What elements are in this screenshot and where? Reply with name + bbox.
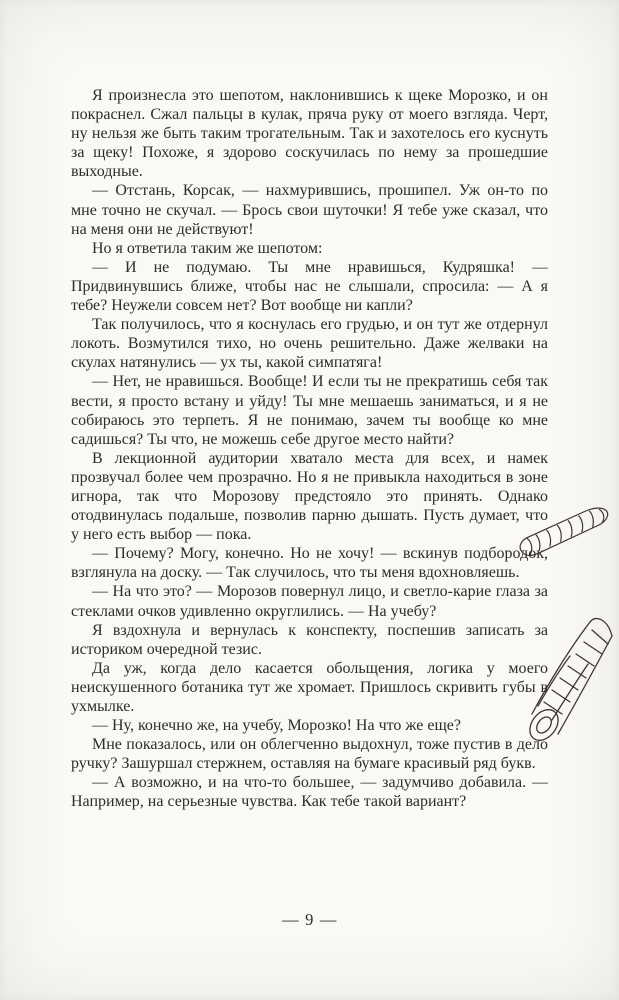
page-footer <box>0 910 619 930</box>
footer-left-dash: — <box>282 910 300 929</box>
paragraph: Да уж, когда дело касается обольщения, логика у моего неискушенного ботаника тут же хромает. Пришлось скривить губы в ухмылке. <box>71 659 548 715</box>
paragraph: Я произнесла это шепотом, наклонившись к щеке Морозко, и он покраснел. Сжал пальцы в кулак, пряча руку от моего взгляда. Черт, ну нельзя же быть таким трогательным. Так и захотелось его куснуть за щеку! Похоже, я здорово соскучилась по нему за прошедшие выходные. <box>71 87 548 181</box>
paragraph: — Ну, конечно же, на учебу, Морозко! На что же еще? <box>92 717 461 735</box>
footer-right-dash: — <box>319 910 337 929</box>
paragraph: — И не подумаю. Ты мне нравишься, Кудряшка! — Придвинувшись ближе, чтобы нас не слышали, спросила: — А я тебе? Неужели совсем нет? Вот вообще ни капли? <box>71 258 548 315</box>
paragraph: Я вздохнула и вернулась к конспекту, поспешив записать за историком очередной тезис. <box>71 621 548 658</box>
page-number: 9 <box>305 910 314 929</box>
paragraph: — Отстань, Корсак, — нахмурившись, прошипел. Уж он-то по мне точно не скучал. — Брось свои шуточки! Я тебе уже сказал, что на меня они не действуют! <box>71 182 548 238</box>
paragraph: Так получилось, что я коснулась его грудью, и он тут же отдернул локоть. Возмутился тихо, но очень решительно. Даже желваки на скулах натянулись — ух ты, какой симпатяга! <box>71 316 548 372</box>
paragraph: Но я ответила таким же шепотом: <box>92 239 323 257</box>
paragraph: В лекционной аудитории хватало места для всех, и намек прозвучал более чем прозрачно. Но я не привыкла находиться в зоне игнора, так что Морозову предстояло это принять. Однако отодвинулась подальше, позволив парню дышать. Пусть думает, что у него есть выбор — пока. <box>71 449 548 544</box>
paragraph: — Почему? Могу, конечно. Но не хочу! — вскинув подбородок, взглянула на доску. — Так случилось, что ты меня вдохновляешь. <box>71 545 548 582</box>
paragraph: Мне показалось, или он облегченно выдохнул, тоже пустив в дело ручку? Зашуршал стержнем, оставляя на бумаге красивый ряд букв. <box>71 736 548 773</box>
page-text <box>71 86 548 812</box>
paragraph: — На что это? — Морозов повернул лицо, и светло-карие глаза за стеклами очков удивленно округлились. — На учебу? <box>71 583 548 620</box>
paragraph: — Нет, не нравишься. Вообще! И если ты не прекратишь себя так вести, я просто встану и уйду! Ты мне мешаешь заниматься, и я не собираюсь это терпеть. Я не понимаю, зачем ты вообще ко мне садишься? Ты что, не можешь себе другое место найти? <box>71 373 548 448</box>
paragraph: — А возможно, и на что-то большее, — задумчиво добавила. — Например, на серьезные чувства. Как тебе такой вариант? <box>71 774 548 811</box>
